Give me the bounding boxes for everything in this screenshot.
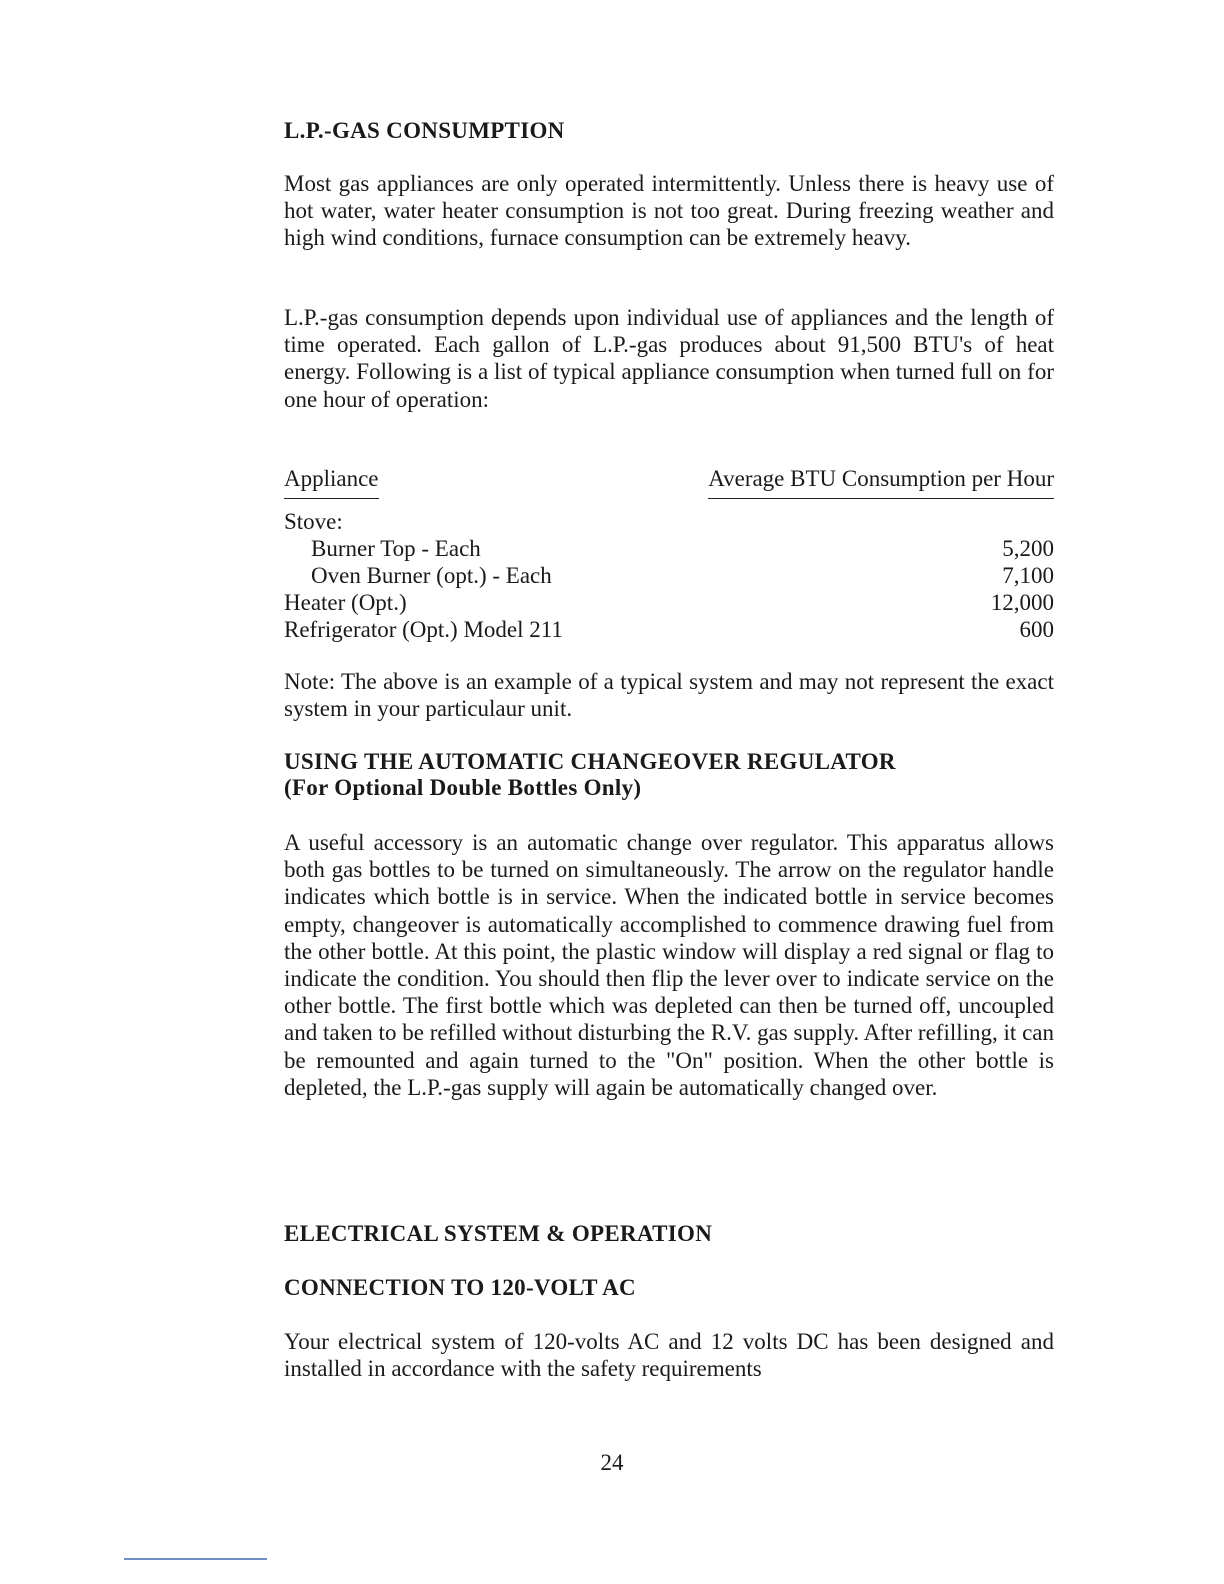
page-number: 24 <box>600 1450 624 1475</box>
body-paragraph: Most gas appliances are only operated intermittently. Unless there is heavy use of hot water, water heater consumption is not too great. During freezing weather and high wind conditions, furnace consumption can be extremely heavy. <box>284 171 1054 251</box>
row-value: 5,200 <box>1002 536 1054 561</box>
column-header-appliance: Appliance <box>284 466 379 499</box>
section-heading: CONNECTION TO 120-VOLT AC <box>284 1275 636 1300</box>
column-header-btu: Average BTU Consumption per Hour <box>708 466 1054 499</box>
note-paragraph <box>284 668 1054 722</box>
row-value: 7,100 <box>1002 563 1054 588</box>
paragraph-electrical <box>284 1328 1054 1382</box>
paragraph-changeover <box>284 829 1054 1101</box>
row-label: Heater (Opt.) <box>284 590 407 615</box>
heading-electrical-system <box>284 1221 1054 1247</box>
table-row <box>284 589 1054 616</box>
heading-changeover-regulator <box>284 749 1054 801</box>
section-heading: USING THE AUTOMATIC CHANGEOVER REGULATOR <box>284 749 896 774</box>
consumption-table-header <box>284 466 1054 500</box>
row-value: 12,000 <box>990 590 1054 615</box>
row-label: Oven Burner (opt.) - Each <box>311 563 552 588</box>
table-row <box>284 562 1054 589</box>
paragraph-gas-appliances <box>284 170 1054 252</box>
section-heading: ELECTRICAL SYSTEM & OPERATION <box>284 1221 713 1246</box>
heading-lp-gas-consumption <box>284 118 1054 144</box>
section-subheading: (For Optional Double Bottles Only) <box>284 775 642 800</box>
row-value: 600 <box>1019 617 1054 642</box>
section-heading: L.P.-GAS CONSUMPTION <box>284 118 565 143</box>
table-row <box>284 535 1054 562</box>
body-paragraph: A useful accessory is an automatic change over regulator. This apparatus allows both gas bottles to be turned on simultaneously. The arrow on the regulator handle indicates which bottle is in service. When the indicated bottle in service becomes empty, changeover is automatically accomplished to commence drawing fuel from the other bottle. At this point, the plastic window will display a red signal or flag to indicate the condition. You should then flip the lever over to indicate service on the other bottle. The first bottle which was depleted can then be turned off, uncoupled and taken to be refilled without disturbing the R.V. gas supply. After refilling, it can be remounted and again turned to the "On" position. When the other bottle is depleted, the L.P.-gas supply will again be automatically changed over. <box>284 830 1054 1100</box>
paragraph-consumption-depends <box>284 304 1054 413</box>
body-paragraph: Your electrical system of 120-volts AC and 12 volts DC has been designed and installed in accordance with the safety requirements <box>284 1329 1054 1382</box>
scan-edge-line <box>124 1558 267 1560</box>
consumption-table <box>284 508 1054 643</box>
heading-connection-120v <box>284 1275 1054 1301</box>
table-row <box>284 616 1054 643</box>
table-row <box>284 508 1054 535</box>
body-paragraph: L.P.-gas consumption depends upon individual use of appliances and the length of time operated. Each gallon of L.P.-gas produces about 91,500 BTU's of heat energy. Following is a list of typical appliance consumption when turned full on for one hour of operation: <box>284 305 1054 412</box>
row-label: Refrigerator (Opt.) Model 211 <box>284 617 563 642</box>
row-label: Stove: <box>284 509 343 534</box>
row-label: Burner Top - Each <box>311 536 481 561</box>
note-text: Note: The above is an example of a typical system and may not represent the exact system in your particulaur unit. <box>284 669 1054 722</box>
